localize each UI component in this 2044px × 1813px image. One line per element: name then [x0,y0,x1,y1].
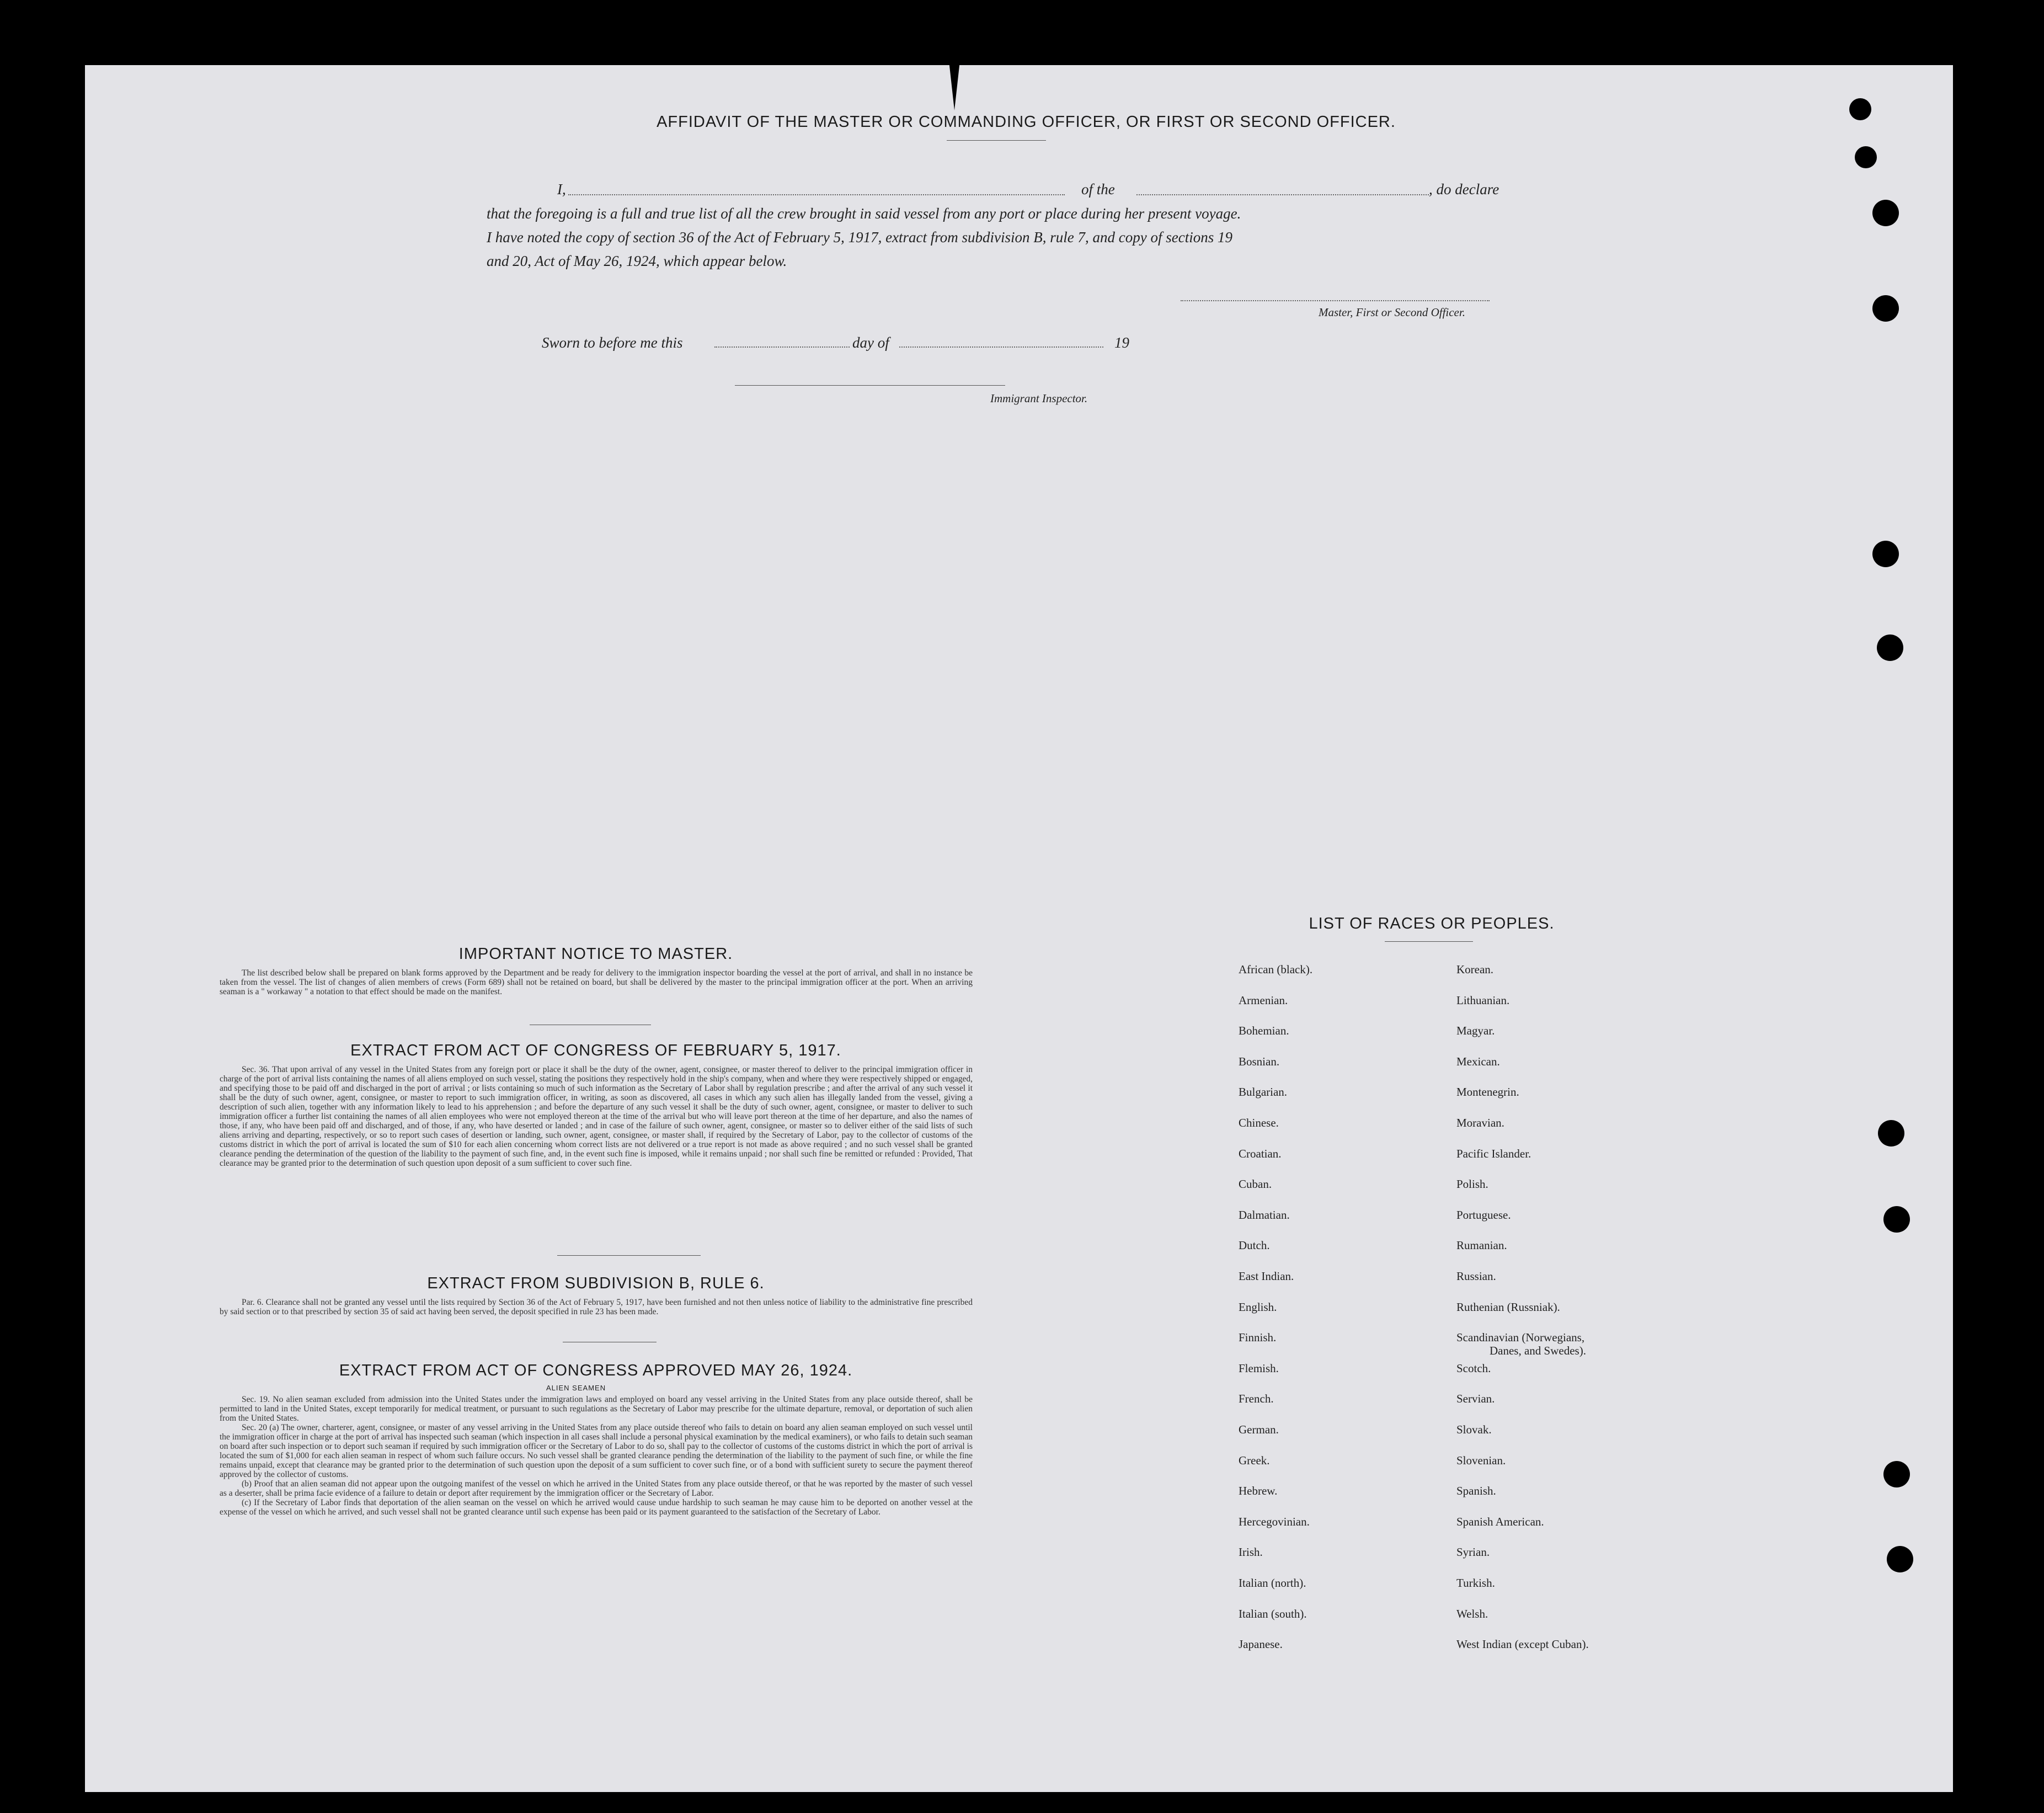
binder-hole [1883,1461,1910,1487]
inspector-signature-line[interactable] [735,385,1005,386]
race-item: Armenian. [1239,993,1288,1007]
race-item: Spanish American. [1456,1515,1544,1528]
affidavit-line-3: I have noted the copy of section 36 of the Act of February 5, 1917, extract from subdivision B, rule 7, and copy of sections 19 [487,229,1232,246]
race-item: Slovak. [1456,1423,1492,1436]
title-underline [947,140,1046,141]
extract-1924-title: EXTRACT FROM ACT OF CONGRESS APPROVED MAY 26, 1924. [339,1362,853,1379]
sworn-text: Sworn to before me this [542,334,683,351]
race-item: French. [1239,1392,1274,1406]
sworn-year: 19 [1114,334,1129,351]
extract-1917-text [220,1065,973,1168]
extract-rule6-paragraph: Par. 6. Clearance shall not be granted any vessel until the lists required by Section 36 of the Act of February 5, 1917, have been furnished and not then unless notice of liability to the administrative fine prescribed by said section or to that prescribed by section 35 of said act having been served, the deposit specified in rule 23 has been made. [220,1298,973,1316]
affidavit-line-2: that the foregoing is a full and true list of all the crew brought in said vessel from any port or place during her present voyage. [487,205,1241,222]
alien-seamen-subtitle: ALIEN SEAMEN [546,1384,606,1392]
sworn-month-blank[interactable] [899,346,1103,348]
races-underline [1385,941,1473,942]
race-item: Croatian. [1239,1147,1282,1160]
race-item: Welsh. [1456,1607,1488,1620]
race-item: Hebrew. [1239,1484,1278,1498]
master-signature-line[interactable] [1181,300,1490,301]
declare-of-the: of the [1081,181,1115,198]
binder-hole [1878,1120,1904,1147]
extract-1917-paragraph: Sec. 36. That upon arrival of any vessel in the United States from any foreign port or place it shall be the duty of the owner, agent, consignee, or master thereof to deliver to the principal immigration officer in charge of the port of arrival lists containing the names of all aliens employed on such vessel, stating the positions they respectively hold in the ship's company, when and where they were respectively shipped or engaged, and specifying those to be paid off and discharged in the port of arrival ; or lists containing so much of such information as the Secretary of Labor shall by regulation prescribe ; and after the arrival of any such vessel it shall be the duty of such owner, agent, consignee, or master to report to such immigration officer, in writing, as soon as discovered, all cases in which any such alien has illegally landed from the vessel, giving a description of such alien, together with any information likely to lead to his apprehension ; and before the departure of any such vessel it shall be the duty of such owner, agent, consignee, or master to deliver to such immigration officer a further list containing the names of all alien employees who were not employed thereon at the time of the arrival but who will leave port thereon at the time of her departure, and also the names of those, if any, who have been paid off and discharged, and of those, if any, who have deserted or landed ; and in case of the failure of such owner, agent, consignee, or master so to deliver either of the said lists of such aliens arriving and departing, respectively, or so to report such cases of desertion or landing, such owner, agent, consignee, or master shall, if required by the Secretary of Labor, pay to the collector of customs of the customs district in which the port of arrival is located the sum of $10 for each alien concerning whom correct lists are not delivered or a true report is not made as above required ; and no such vessel shall be granted clearance pending the determination of the question of the liability to the payment of such fine, and, in the event such fine is imposed, while it remains unpaid ; nor shall such fine be remitted or refunded : Provided, That clearance may be granted prior to the determination of such question upon deposit of a sum sufficient to cover such fine. [220,1065,973,1168]
race-item: Hercegovinian. [1239,1515,1310,1528]
affidavit-line-4: and 20, Act of May 26, 1924, which appear below. [487,253,787,269]
race-item: Scotch. [1456,1361,1491,1375]
race-item: Scandinavian (Norwegians, [1456,1331,1585,1345]
race-item: Bulgarian. [1239,1085,1288,1099]
race-item: Polish. [1456,1177,1488,1191]
declare-end: , do declare [1429,181,1499,198]
section-19-paragraph: Sec. 19. No alien seaman excluded from admission into the United States under the immigration laws and employed on board any vessel arriving in the United States from any place outside thereof, shall be permitted to land in the United States, except temporarily for medical treatment, or pursuant to such regulations as the Secretary of Labor may prescribe for the ultimate departure, removal, or deportation of such alien from the United States. [220,1395,973,1423]
race-item: Finnish. [1239,1331,1277,1345]
master-label: Master, First or Second Officer. [1319,306,1465,319]
race-item: African (black). [1239,963,1313,976]
race-item: Pacific Islander. [1456,1147,1531,1160]
binder-hole [1872,295,1899,322]
race-item: Magyar. [1456,1024,1495,1038]
race-item: Rumanian. [1456,1239,1507,1252]
binder-hole [1877,634,1903,661]
race-item: Russian. [1456,1270,1496,1283]
race-item: Turkish. [1456,1576,1495,1590]
race-item: Slovenian. [1456,1453,1506,1467]
race-item: Spanish. [1456,1484,1496,1498]
section-20c-paragraph: (c) If the Secretary of Labor finds that deportation of the alien seaman on the vessel on which he arrived would cause undue hardship to such seaman he may cause him to be deported on another vessel at the expense of the vessel on which he arrived, and such vessel shall not be granted clearance until such expense has been paid or its payment guaranteed to the satisfaction of the Secretary of Labor. [220,1498,973,1517]
race-item: Lithuanian. [1456,993,1510,1007]
affidavit-title: AFFIDAVIT OF THE MASTER OR COMMANDING OFFICER, OR FIRST OR SECOND OFFICER. [657,113,1396,131]
binder-hole [1883,1206,1910,1233]
race-item: Portuguese. [1456,1208,1511,1222]
extract-rule6-text [220,1298,973,1316]
races-title: LIST OF RACES OR PEOPLES. [1309,915,1555,932]
race-item: Mexican. [1456,1054,1500,1068]
race-item: English. [1239,1300,1277,1314]
binder-hole [1855,146,1877,168]
race-item: Servian. [1456,1392,1495,1406]
race-item: Cuban. [1239,1177,1272,1191]
race-item: Bohemian. [1239,1024,1289,1038]
race-item: Irish. [1239,1545,1263,1559]
declare-i: I, [557,181,566,198]
race-item: Syrian. [1456,1545,1490,1559]
sworn-day-blank[interactable] [714,346,850,348]
section-20b-paragraph: (b) Proof that an alien seaman did not appear upon the outgoing manifest of the vessel on which he arrived in the United States from any place outside thereof, or that he was reported by the master of such vessel as a deserter, shall be prima facie evidence of a failure to detain or deport after requirement by the immigration officer or the Secretary of Labor. [220,1479,973,1498]
section-20a-paragraph: Sec. 20 (a) The owner, charterer, agent, consignee, or master of any vessel arriving in the United States from any place outside thereof who fails to detain on board any alien seaman employed on such vessel until the immigration officer in charge at the port of arrival has inspected such seaman (which inspection in all cases shall include a personal physical examination by the medical examiners), or who fails to detain such seaman on board after such inspection or to deport such seaman if required by such immigration officer or the Secretary of Labor to do so, shall pay to the collector of customs of the customs district in which the port of arrival is located the sum of $1,000 for each alien seaman in respect of whom such failure occurs. No such vessel shall be granted clearance pending the determination of the liability to the payment of such fine, or while the fine remains unpaid, except that clearance may be granted prior to the determination of such question upon the deposit of a sum sufficient to cover such fine, or of a bond with sufficient surety to secure the payment thereof approved by the collector of customs. [220,1423,973,1479]
race-item: Moravian. [1456,1116,1504,1129]
section-divider [557,1255,701,1256]
name-blank[interactable] [568,194,1065,195]
notice-title: IMPORTANT NOTICE TO MASTER. [458,945,733,963]
race-item: Chinese. [1239,1116,1279,1129]
race-item: Japanese. [1239,1638,1283,1651]
race-item: Italian (south). [1239,1607,1307,1620]
race-item: German. [1239,1423,1279,1436]
binder-hole [1872,200,1899,226]
race-item: Ruthenian (Russniak). [1456,1300,1560,1314]
race-item: Greek. [1239,1453,1270,1467]
binder-hole [1887,1546,1913,1572]
race-item: Dalmatian. [1239,1208,1290,1222]
race-item-continuation: Danes, and Swedes). [1490,1344,1586,1358]
notice-text [220,968,973,996]
extract-rule6-title: EXTRACT FROM SUBDIVISION B, RULE 6. [427,1275,765,1292]
race-item: Korean. [1456,963,1494,976]
race-item: East Indian. [1239,1270,1294,1283]
extract-1924-text [220,1395,973,1517]
race-item: Bosnian. [1239,1054,1280,1068]
race-item: West Indian (except Cuban). [1456,1638,1589,1651]
inspector-label: Immigrant Inspector. [990,392,1088,405]
race-item: Montenegrin. [1456,1085,1519,1099]
binder-hole [1872,541,1899,567]
paper-tear [949,61,960,110]
document-page [85,65,1953,1792]
notice-paragraph: The list described below shall be prepared on blank forms approved by the Department and be ready for delivery to the immigration inspector boarding the vessel at the port of arrival, and shall in no instance be taken from the vessel. The list of changes of alien members of crews (Form 689) shall not be retained on board, but shall be delivered by the master to the principal immigration officer at the port. When an arriving seaman is a " workaway " a notation to that effect should be made on the manifest. [220,968,973,996]
race-item: Dutch. [1239,1239,1270,1252]
binder-hole [1849,98,1871,120]
sworn-day-of: day of [852,334,889,351]
extract-1917-title: EXTRACT FROM ACT OF CONGRESS OF FEBRUARY 5, 1917. [350,1042,841,1059]
vessel-blank[interactable] [1136,194,1429,195]
race-item: Italian (north). [1239,1576,1306,1590]
race-item: Flemish. [1239,1361,1279,1375]
